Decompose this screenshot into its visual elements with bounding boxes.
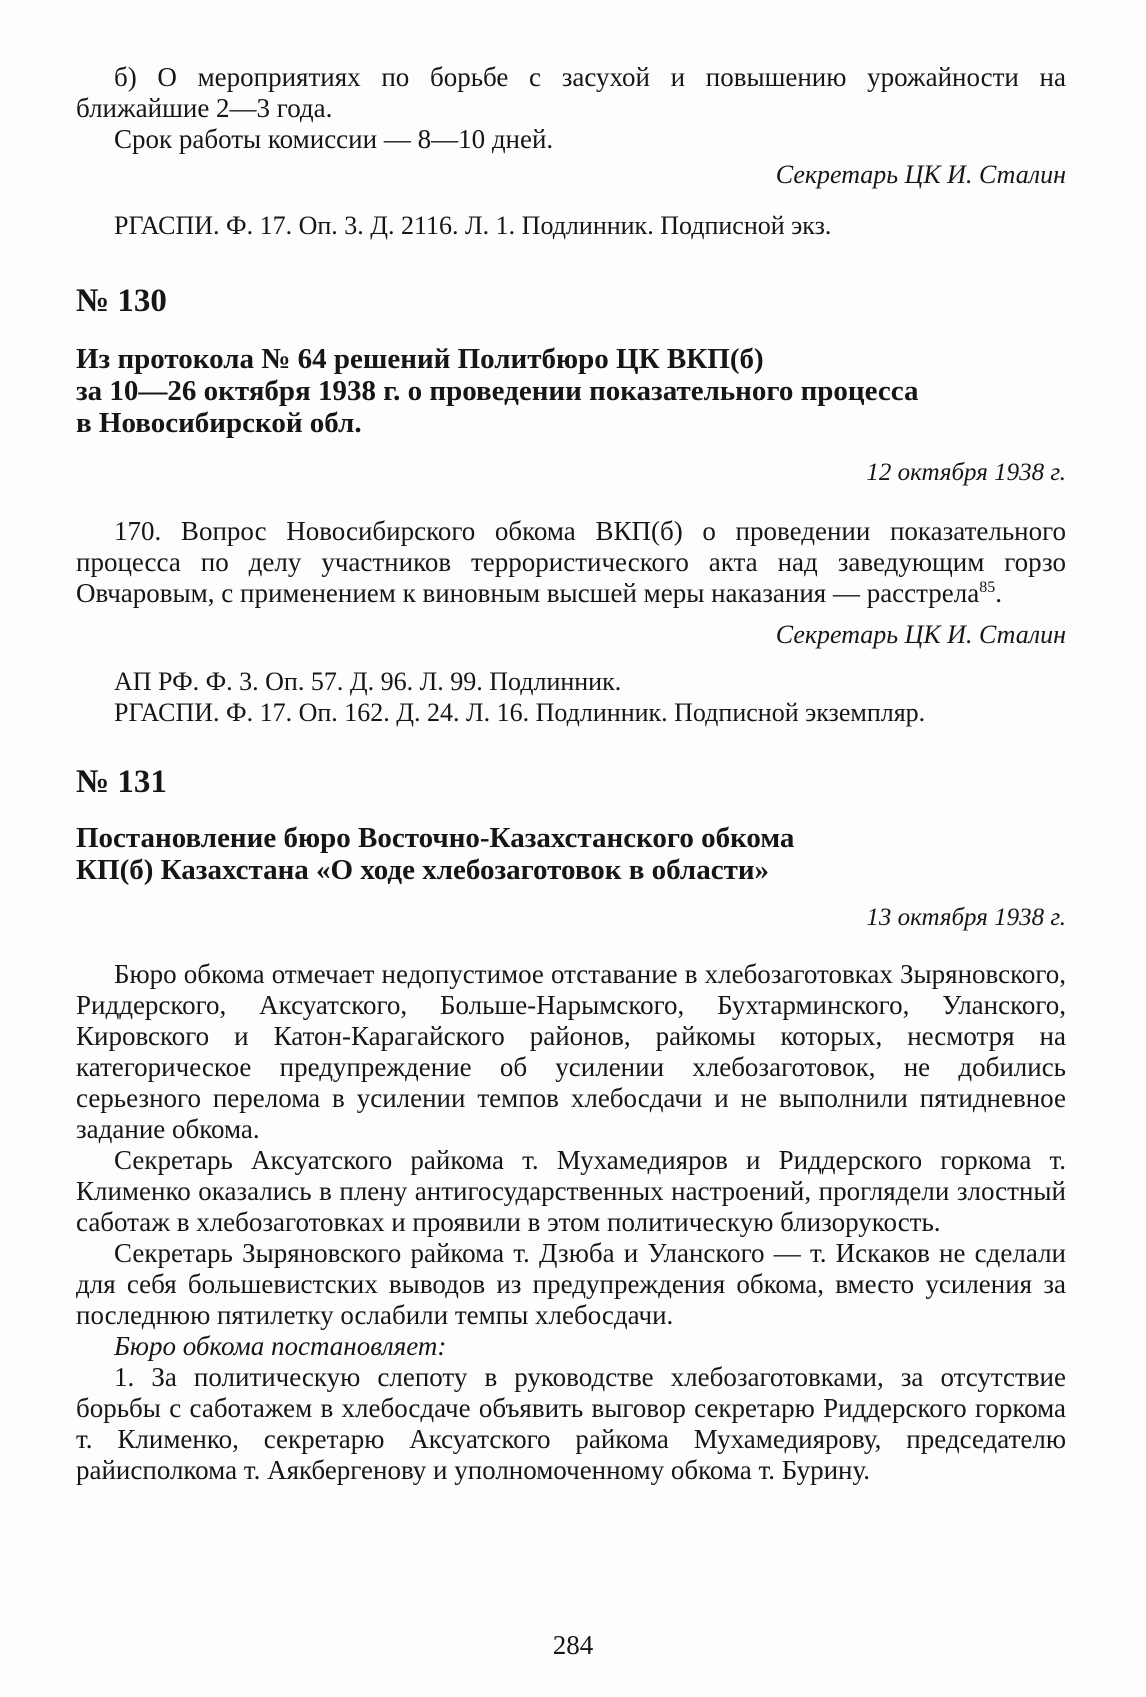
title-line: КП(б) Казахстана «О ходе хлебозаготовок в области»: [76, 854, 770, 886]
decision-end: .: [995, 578, 1002, 608]
paragraph: Секретарь Аксуатского райкома т. Мухамедияров и Риддерского горкома т. Клименко оказались в плену антигосударственных настроений, проглядели злостный саботаж в хлебозаготовках и проявили в этом политическую близорукость.: [76, 1145, 1066, 1237]
document-number-131: № 131: [76, 764, 167, 800]
commission-term: Срок работы комиссии — 8—10 дней.: [114, 124, 554, 154]
document-number-130: № 130: [76, 283, 167, 319]
archive-reference: РГАСПИ. Ф. 17. Оп. 3. Д. 2116. Л. 1. Подлинник. Подписной экз.: [114, 211, 832, 240]
archive-reference: АП РФ. Ф. 3. Оп. 57. Д. 96. Л. 99. Подлинник.: [114, 667, 622, 696]
title-line: в Новосибирской обл.: [76, 407, 362, 439]
page-number: 284: [552, 1630, 594, 1660]
title-line: Из протокола № 64 решений Политбюро ЦК ВКП(б): [76, 343, 764, 375]
paragraph: Секретарь Зыряновского райкома т. Дзюба и Уланского — т. Искаков не сделали для себя большевистских выводов из предупреждения обкома, вместо усиления за последнюю пятилетку ослабили темпы хлебосдачи.: [76, 1238, 1066, 1330]
decision-170: [76, 516, 1066, 609]
document-date-130: 12 октября 1938 г.: [866, 459, 1066, 486]
document-title-131: [76, 822, 1066, 886]
resolves-heading: Бюро обкома постановляет:: [114, 1331, 447, 1361]
item-b-paragraph: б) О мероприятиях по борьбе с засухой и повышению урожайности на ближайшие 2—3 года.: [76, 62, 1066, 123]
archive-reference: РГАСПИ. Ф. 17. Оп. 162. Д. 24. Л. 16. Подлинник. Подписной экземпляр.: [114, 698, 926, 727]
decision-text: 170. Вопрос Новосибирского обкома ВКП(б) о проведении показательного процесса по делу участников террористического акта над заведующим горзо Овчаровым, с применением к виновным высшей меры наказания — расстрела: [76, 516, 1066, 608]
document-date-131: 13 октября 1938 г.: [866, 904, 1066, 931]
signature-stalin: Секретарь ЦК И. Сталин: [775, 620, 1066, 649]
title-line: Постановление бюро Восточно-Казахстанского обкома: [76, 822, 795, 854]
signature-stalin: Секретарь ЦК И. Сталин: [775, 160, 1066, 189]
document-title-130: [76, 343, 1066, 439]
paragraph: Бюро обкома отмечает недопустимое отставание в хлебозаготовках Зыряновского, Риддерского, Аксуатского, Больше-Нарымского, Бухтарминского, Уланского, Кировского и Катон-Карагайского районов, райкомы которых, несмотря на категорическое предупреждение об усилении хлебозаготовок, не добились серьезного перелома в усилении темпов хлебосдачи и не выполнили пятидневное задание обкома.: [76, 959, 1066, 1144]
resolution-point-1: 1. За политическую слепоту в руководстве хлебозаготовками, за отсутствие борьбы с саботажем в хлебосдаче объявить выговор секретарю Риддерского горкома т. Клименко, секретарю Аксуатского райкома Мухамедиярову, председателю райисполкома т. Аякбергенову и уполномоченному обкома т. Бурину.: [76, 1362, 1066, 1485]
title-line: за 10—26 октября 1938 г. о проведении показательного процесса: [76, 375, 919, 407]
footnote-ref: 85: [979, 579, 996, 596]
page-content: [76, 62, 1066, 1486]
